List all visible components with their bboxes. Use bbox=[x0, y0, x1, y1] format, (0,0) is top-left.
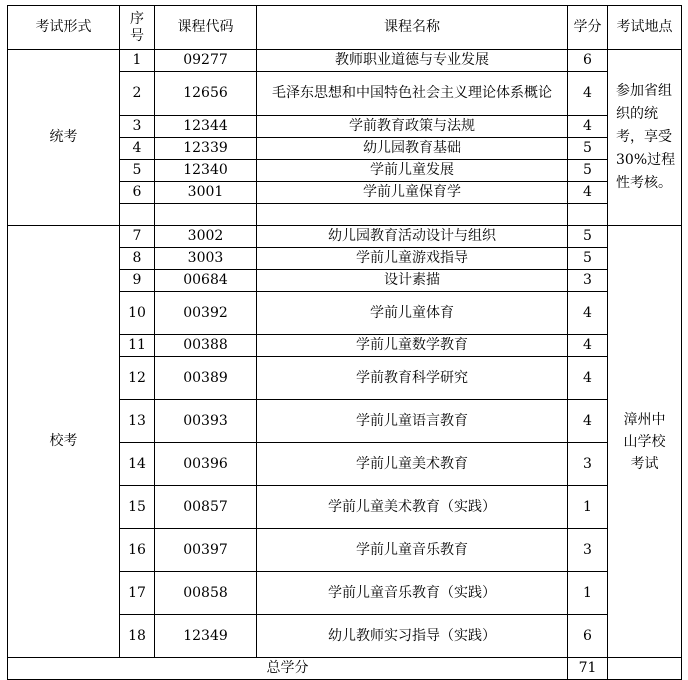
row-code: 12349 bbox=[155, 615, 257, 658]
row-name: 幼儿园教育活动设计与组织 bbox=[257, 226, 568, 248]
row-code: 00392 bbox=[155, 292, 257, 335]
row-credit: 5 bbox=[568, 248, 608, 270]
row-seq: 3 bbox=[120, 116, 155, 138]
row-credit: 5 bbox=[568, 138, 608, 160]
row-code: 12340 bbox=[155, 160, 257, 182]
row-name: 教师职业道德与专业发展 bbox=[257, 50, 568, 72]
row-name: 幼儿园教育基础 bbox=[257, 138, 568, 160]
row-seq: 14 bbox=[120, 443, 155, 486]
row-credit: 1 bbox=[568, 486, 608, 529]
row-code: 09277 bbox=[155, 50, 257, 72]
row-name: 设计素描 bbox=[257, 270, 568, 292]
row-name: 学前儿童音乐教育 bbox=[257, 529, 568, 572]
header-seq: 序 号 bbox=[120, 6, 155, 50]
row-name: 学前儿童数学教育 bbox=[257, 335, 568, 357]
group-form-xiaokao: 校考 bbox=[8, 226, 120, 658]
row-name: 学前教育政策与法规 bbox=[257, 116, 568, 138]
empty-cell bbox=[120, 204, 155, 226]
row-code: 00684 bbox=[155, 270, 257, 292]
group-place-tongkao: 参加省组织的统考，享受30%过程性考核。 bbox=[608, 50, 682, 226]
header-form: 考试形式 bbox=[8, 6, 120, 50]
empty-cell bbox=[568, 204, 608, 226]
row-code: 00397 bbox=[155, 529, 257, 572]
row-name: 学前儿童音乐教育（实践） bbox=[257, 572, 568, 615]
row-seq: 15 bbox=[120, 486, 155, 529]
row-code: 3001 bbox=[155, 182, 257, 204]
header-code: 课程代码 bbox=[155, 6, 257, 50]
row-seq: 18 bbox=[120, 615, 155, 658]
row-name: 幼儿教师实习指导（实践） bbox=[257, 615, 568, 658]
row-name: 学前儿童游戏指导 bbox=[257, 248, 568, 270]
empty-cell bbox=[155, 204, 257, 226]
total-row bbox=[8, 658, 682, 680]
row-code: 00858 bbox=[155, 572, 257, 615]
row-credit: 3 bbox=[568, 270, 608, 292]
course-table bbox=[7, 5, 682, 680]
row-name: 毛泽东思想和中国特色社会主义理论体系概论 bbox=[257, 72, 568, 116]
row-code: 12339 bbox=[155, 138, 257, 160]
group-form-tongkao: 统考 bbox=[8, 50, 120, 226]
header-name: 课程名称 bbox=[257, 6, 568, 50]
row-seq: 10 bbox=[120, 292, 155, 335]
row-name: 学前儿童发展 bbox=[257, 160, 568, 182]
row-code: 00388 bbox=[155, 335, 257, 357]
row-credit: 5 bbox=[568, 226, 608, 248]
row-seq: 4 bbox=[120, 138, 155, 160]
row-code: 00857 bbox=[155, 486, 257, 529]
row-seq: 7 bbox=[120, 226, 155, 248]
empty-cell bbox=[257, 204, 568, 226]
row-seq: 8 bbox=[120, 248, 155, 270]
header-place: 考试地点 bbox=[608, 6, 682, 50]
row-credit: 4 bbox=[568, 72, 608, 116]
row-name: 学前教育科学研究 bbox=[257, 357, 568, 400]
row-name: 学前儿童保育学 bbox=[257, 182, 568, 204]
table-row bbox=[8, 226, 682, 248]
row-credit: 4 bbox=[568, 116, 608, 138]
row-seq: 1 bbox=[120, 50, 155, 72]
row-code: 00393 bbox=[155, 400, 257, 443]
row-credit: 3 bbox=[568, 529, 608, 572]
row-name: 学前儿童语言教育 bbox=[257, 400, 568, 443]
group-place-xiaokao: 漳州中山学校考试 bbox=[608, 226, 682, 658]
row-credit: 1 bbox=[568, 572, 608, 615]
row-credit: 4 bbox=[568, 400, 608, 443]
row-seq: 12 bbox=[120, 357, 155, 400]
header-credit: 学分 bbox=[568, 6, 608, 50]
row-name: 学前儿童体育 bbox=[257, 292, 568, 335]
row-seq: 11 bbox=[120, 335, 155, 357]
row-code: 12344 bbox=[155, 116, 257, 138]
row-code: 3003 bbox=[155, 248, 257, 270]
row-credit: 6 bbox=[568, 615, 608, 658]
header-row bbox=[8, 6, 682, 50]
row-seq: 5 bbox=[120, 160, 155, 182]
row-seq: 17 bbox=[120, 572, 155, 615]
row-credit: 5 bbox=[568, 160, 608, 182]
row-code: 12656 bbox=[155, 72, 257, 116]
total-label: 总学分 bbox=[8, 658, 568, 680]
table-row bbox=[8, 50, 682, 72]
row-seq: 2 bbox=[120, 72, 155, 116]
row-seq: 9 bbox=[120, 270, 155, 292]
row-name: 学前儿童美术教育（实践） bbox=[257, 486, 568, 529]
row-credit: 4 bbox=[568, 335, 608, 357]
row-name: 学前儿童美术教育 bbox=[257, 443, 568, 486]
empty-cell bbox=[608, 658, 682, 680]
row-seq: 16 bbox=[120, 529, 155, 572]
row-credit: 4 bbox=[568, 292, 608, 335]
row-credit: 3 bbox=[568, 443, 608, 486]
row-seq: 6 bbox=[120, 182, 155, 204]
row-credit: 6 bbox=[568, 50, 608, 72]
row-code: 3002 bbox=[155, 226, 257, 248]
row-seq: 13 bbox=[120, 400, 155, 443]
row-credit: 4 bbox=[568, 357, 608, 400]
total-value: 71 bbox=[568, 658, 608, 680]
row-code: 00389 bbox=[155, 357, 257, 400]
row-credit: 4 bbox=[568, 182, 608, 204]
row-code: 00396 bbox=[155, 443, 257, 486]
